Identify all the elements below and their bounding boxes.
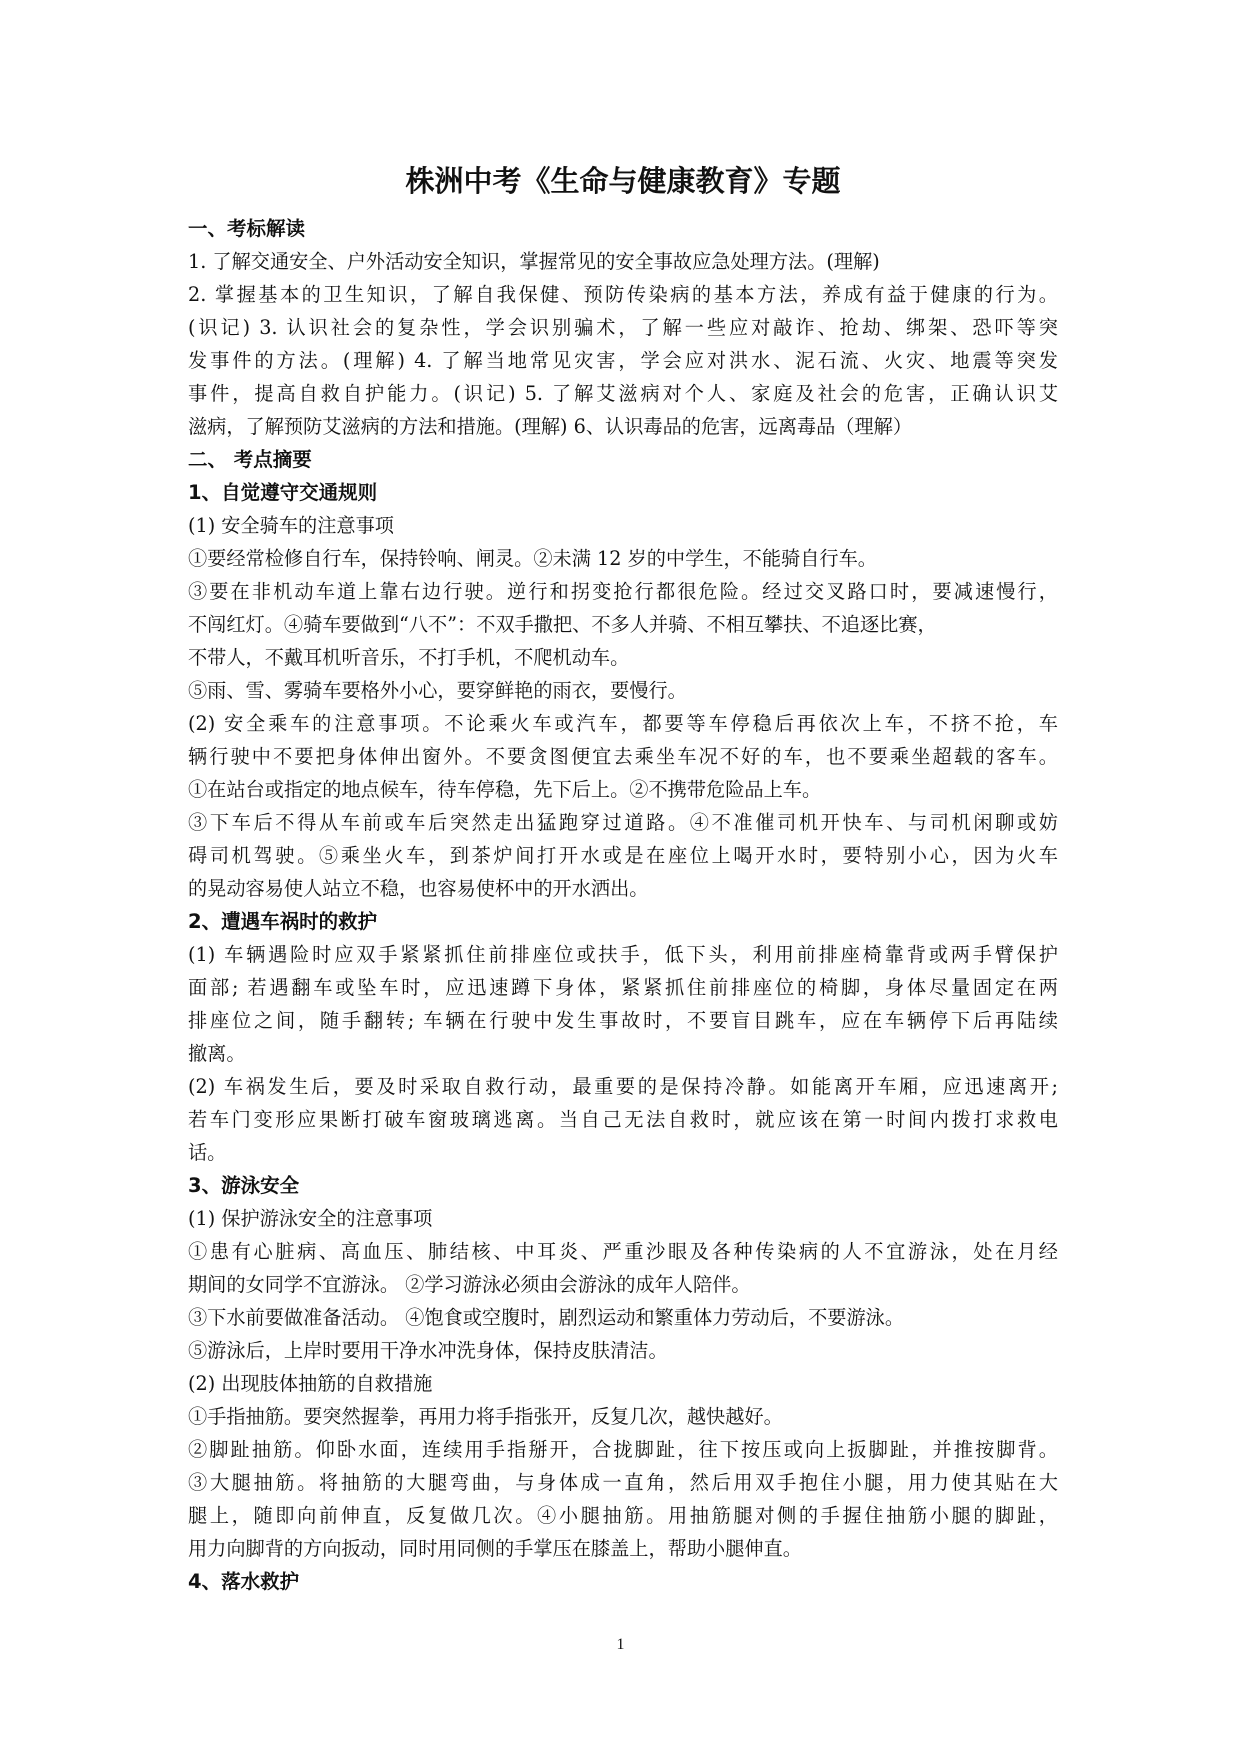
- text-line: ①在站台或指定的地点候车，待车停稳，先下后上。②不携带危险品上车。: [188, 778, 822, 801]
- page-number: 1: [616, 1636, 625, 1653]
- text-line: (1) 安全骑车的注意事项: [188, 514, 394, 537]
- text-line: 若车门变形应果断打破车窗玻璃逃离。当自己无法自救时，就应该在第一时间内拨打求救电: [188, 1108, 1058, 1131]
- section-heading: 3、游泳安全: [188, 1174, 300, 1197]
- section-heading: 2、遭遇车祸时的救护: [188, 910, 378, 933]
- document-body: [188, 160, 1058, 1598]
- text-line: 期间的女同学不宜游泳。 ②学习游泳必须由会游泳的成年人陪伴。: [188, 1273, 751, 1296]
- text-line: 发事件的方法。(理解) 4. 了解当地常见灾害，学会应对洪水、泥石流、火灾、地震等突发: [188, 349, 1058, 372]
- text-line: ①患有心脏病、高血压、肺结核、中耳炎、严重沙眼及各种传染病的人不宜游泳，处在月经: [188, 1240, 1058, 1263]
- document-lines: [188, 212, 1058, 1598]
- text-line: (2) 安全乘车的注意事项。不论乘火车或汽车，都要等车停稳后再依次上车，不挤不抢，车: [188, 712, 1058, 735]
- text-line: ①要经常检修自行车，保持铃响、闸灵。②未满 12 岁的中学生，不能骑自行车。: [188, 547, 877, 570]
- text-line: ②脚趾抽筋。仰卧水面，连续用手指掰开，合拢脚趾，往下按压或向上扳脚趾，并推按脚背。: [188, 1438, 1058, 1461]
- text-line: 不闯红灯。④骑车要做到“八不”：不双手撒把、不多人并骑、不相互攀扶、不追逐比赛，: [188, 613, 937, 636]
- text-line: 面部; 若遇翻车或坠车时，应迅速蹲下身体，紧紧抓住前排座位的椅脚，身体尽量固定在两: [188, 976, 1058, 999]
- text-line: ③下车后不得从车前或车后突然走出猛跑穿过道路。④不准催司机开快车、与司机闲聊或妨: [188, 811, 1058, 834]
- text-line: (识记) 3. 认识社会的复杂性，学会识别骗术，了解一些应对敲诈、抢劫、绑架、恐吓等突: [188, 316, 1058, 339]
- text-line: ⑤游泳后，上岸时要用干净水冲洗身体，保持皮肤清洁。: [188, 1339, 668, 1362]
- text-line: 撤离。: [188, 1042, 246, 1065]
- text-line: 腿上，随即向前伸直，反复做几次。④小腿抽筋。用抽筋腿对侧的手握住抽筋小腿的脚趾，: [188, 1504, 1058, 1527]
- text-line: 的晃动容易使人站立不稳，也容易使杯中的开水洒出。: [188, 877, 649, 900]
- text-line: (2) 出现肢体抽筋的自救措施: [188, 1372, 433, 1395]
- text-line: 滋病，了解预防艾滋病的方法和措施。(理解) 6、认识毒品的危害，远离毒品（理解）: [188, 415, 913, 438]
- text-line: 排座位之间，随手翻转; 车辆在行驶中发生事故时，不要盲目跳车，应在车辆停下后再陆续: [188, 1009, 1058, 1032]
- text-line: 用力向脚背的方向扳动，同时用同侧的手掌压在膝盖上，帮助小腿伸直。: [188, 1537, 802, 1560]
- text-line: 不带人，不戴耳机听音乐，不打手机，不爬机动车。: [188, 646, 630, 669]
- text-line: ③要在非机动车道上靠右边行驶。逆行和拐变抢行都很危险。经过交叉路口时，要减速慢行，: [188, 580, 1058, 603]
- text-line: 碍司机驾驶。⑤乘坐火车，到茶炉间打开水或是在座位上喝开水时，要特别小心，因为火车: [188, 844, 1058, 867]
- text-line: 2. 掌握基本的卫生知识，了解自我保健、预防传染病的基本方法，养成有益于健康的行为。: [188, 283, 1058, 306]
- section-heading: 一、考标解读: [188, 217, 306, 240]
- text-line: ①手指抽筋。要突然握拳，再用力将手指张开，反复几次，越快越好。: [188, 1405, 783, 1428]
- document-title: 株洲中考《生命与健康教育》专题: [405, 164, 841, 198]
- text-line: ③下水前要做准备活动。 ④饱食或空腹时，剧烈运动和繁重体力劳动后，不要游泳。: [188, 1306, 905, 1329]
- text-line: 话。: [188, 1141, 227, 1164]
- text-line: (1) 保护游泳安全的注意事项: [188, 1207, 433, 1230]
- section-heading: 二、 考点摘要: [188, 448, 312, 471]
- section-heading: 1、自觉遵守交通规则: [188, 481, 378, 504]
- text-line: 事件，提高自救自护能力。(识记) 5. 了解艾滋病对个人、家庭及社会的危害，正确认识艾: [188, 382, 1058, 405]
- section-heading: 4、落水救护: [188, 1570, 300, 1593]
- text-line: (2) 车祸发生后，要及时采取自救行动，最重要的是保持冷静。如能离开车厢，应迅速离开;: [188, 1075, 1058, 1098]
- text-line: ⑤雨、雪、雾骑车要格外小心，要穿鲜艳的雨衣，要慢行。: [188, 679, 687, 702]
- text-line: 辆行驶中不要把身体伸出窗外。不要贪图便宜去乘坐车况不好的车，也不要乘坐超载的客车。: [188, 745, 1058, 768]
- text-line: (1) 车辆遇险时应双手紧紧抓住前排座位或扶手，低下头，利用前排座椅靠背或两手臂保护: [188, 943, 1058, 966]
- text-line: ③大腿抽筋。将抽筋的大腿弯曲，与身体成一直角，然后用双手抱住小腿，用力使其贴在大: [188, 1471, 1058, 1494]
- text-line: 1. 了解交通安全、户外活动安全知识，掌握常见的安全事故应急处理方法。(理解): [188, 250, 880, 273]
